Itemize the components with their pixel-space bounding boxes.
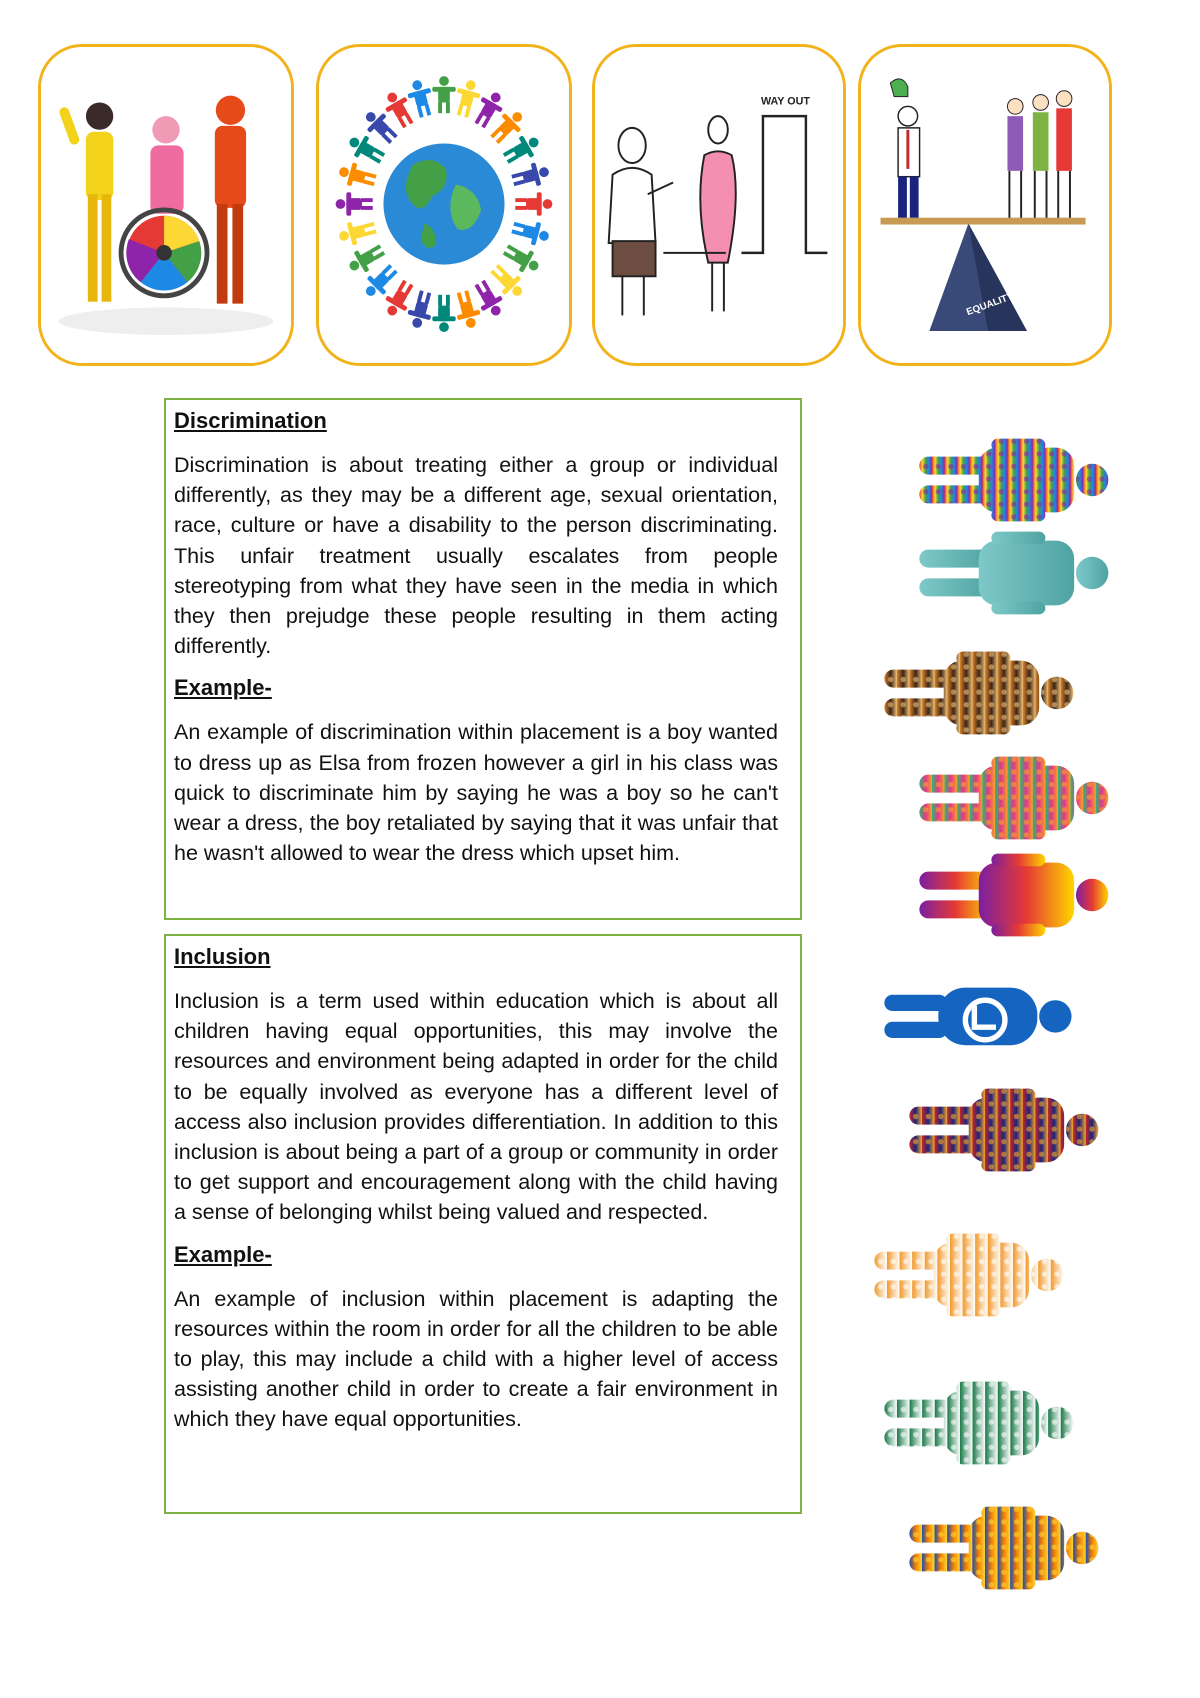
discrimination-heading: Discrimination [174,408,327,433]
green-mosaic-person-icon [870,1378,1085,1468]
discrimination-example-body: An example of discrimination within placement is a boy wanted to dress up as Elsa from frozen however a girl in his class was quick to discriminate him by saying he was a boy so he can't wear a dress, the boy retaliated by saying that it was unfair that he wasn't allowed to wear the dress which upset him. [174,720,778,866]
people-around-globe-image [316,44,572,366]
inclusion-example-heading: Example- [174,1241,272,1267]
discrimination-example-heading: Example- [174,675,272,701]
discrimination-body: Discrimination is about treating either a group or individual differently, as they may be a different age, sexual orientation, race, culture or have a disability to the person discriminating. This unfair treatment usually escalates from people stereotyping from what they have seen in the media in which they then prejudge these people resulting in them acting differently. [174,453,778,659]
wheelchair-person-icon [870,975,1085,1065]
inclusion-section [164,934,802,1514]
teal-person-icon [905,528,1120,618]
inclusion-body: Inclusion is a term used within education which is about all children having equal opportunities, this may involve the resources and environment being adapted in order for the child to be equally involved as everyone has a different level of access also inclusion provides differentiation. In addition to this inclusion is about being a part of a group or community in order to get support and encouragement along with the child having a sense of belonging whilst being valued and respected. [174,989,778,1225]
sign-language-person-icon [860,1230,1075,1320]
way-out-cartoon-image [592,44,846,366]
tie-dye-person-icon [905,435,1120,525]
globe-with-people-illustration [319,47,569,363]
seesaw-equality-cartoon [861,47,1109,363]
children-holding-hands-image [38,44,294,366]
circles-pattern-person-icon [905,753,1120,843]
gradient-person-icon [905,850,1120,940]
equality-caption: EQUALITY [965,290,1016,319]
cartoon-man-pointing-woman-way-out [595,47,843,363]
kente-person-icon [895,1085,1110,1175]
way-out-caption: WAY OUT [760,95,810,108]
tribal-pattern-person-icon [870,648,1085,738]
floral-person-icon [895,1503,1110,1593]
inclusion-example-body: An example of inclusion within placement is adapting the resources within the room in order for all the children to be able to play, this may include a child with a higher level of access assisting another child in order to create a fair environment in which they have equal opportunities. [174,1286,778,1432]
inclusion-heading: Inclusion [174,944,271,969]
equality-cartoon-image [858,44,1112,366]
children-with-wheelchair-illustration [41,47,291,363]
discrimination-section [164,398,802,920]
